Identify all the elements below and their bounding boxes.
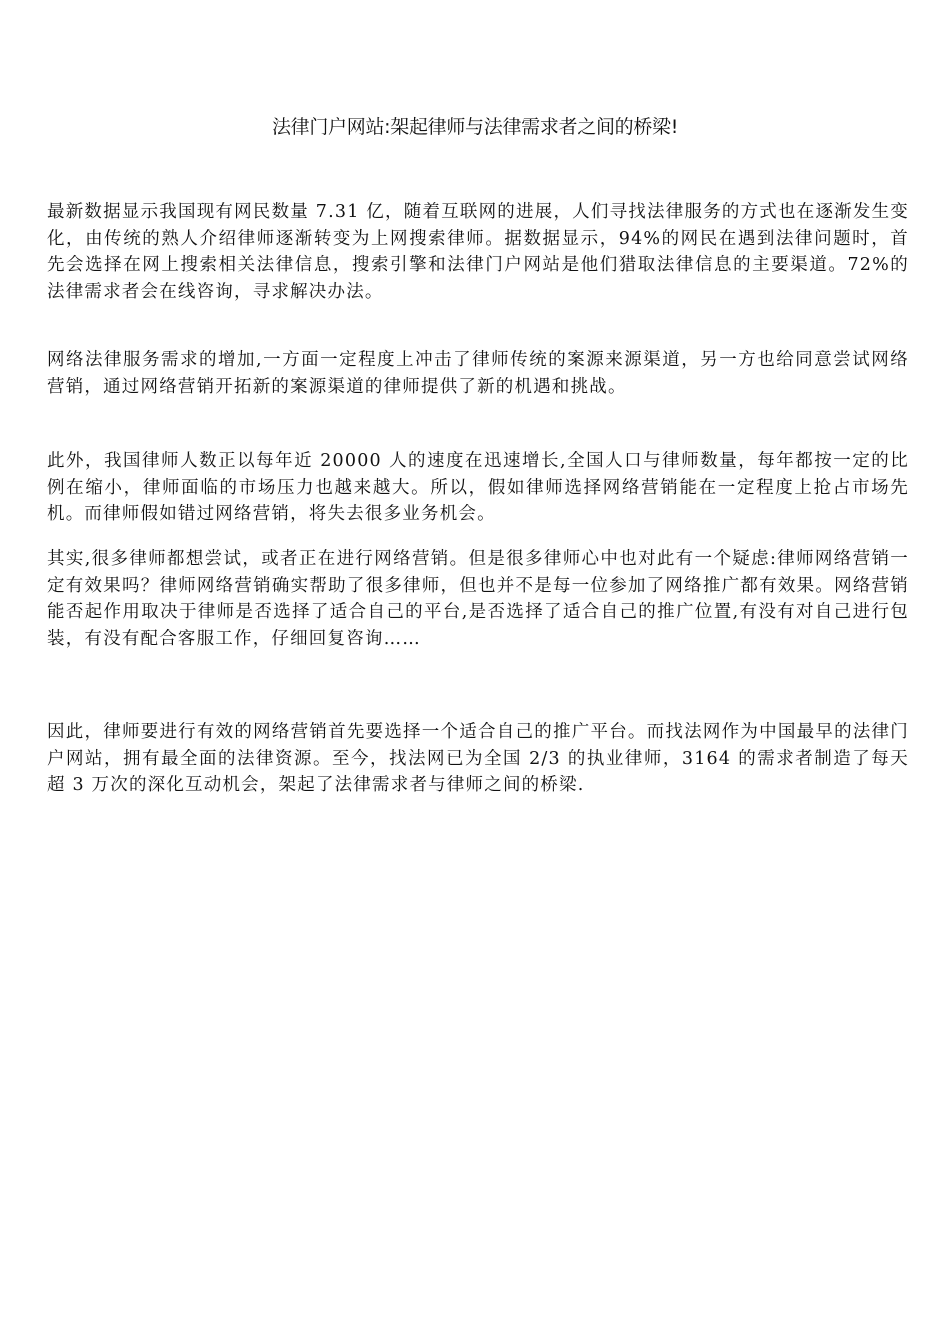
document-title: 法律门户网站:架起律师与法律需求者之间的桥梁!: [271, 116, 679, 138]
paragraph-netizen-statistics: 最新数据显示我国现有网民数量 7.31 亿，随着互联网的进展，人们寻找法律服务的方式也在逐渐发生变化，由传统的熟人介绍律师逐渐转变为上网搜索律师。据数据显示，94%的网民在遇到法律问题时，首先会选择在网上搜索相关法律信息，搜索引擎和法律门户网站是他们猎取法律信息的主要渠道。72%的法律需求者会在线咨询，寻求解决办法。: [47, 202, 909, 302]
paragraph-conclusion: 因此，律师要进行有效的网络营销首先要选择一个适合自己的推广平台。而找法网作为中国最早的法律门户网站，拥有最全面的法律资源。至今，找法网已为全国 2/3 的执业律师，3164 的需求者制造了每天超 3 万次的深化互动机会，架起了法律需求者与律师之间的桥梁.: [47, 722, 909, 795]
paragraph-marketing-doubts: 其实,很多律师都想尝试，或者正在进行网络营销。但是很多律师心中也对此有一个疑虑:律师网络营销一定有效果吗？律师网络营销确实帮助了很多律师，但也并不是每一位参加了网络推广都有效果。网络营销能否起作用取决于律师是否选择了适合自己的平台,是否选择了适合自己的推广位置,有没有对自己进行包装，有没有配合客服工作，仔细回复咨询……: [47, 549, 909, 649]
paragraph-online-demand: 网络法律服务需求的增加,一方面一定程度上冲击了律师传统的案源来源渠道，另一方也给同意尝试网络营销，通过网络营销开拓新的案源渠道的律师提供了新的机遇和挑战。: [47, 350, 909, 397]
paragraph-lawyer-growth: 此外，我国律师人数正以每年近 20000 人的速度在迅速增长,全国人口与律师数量，每年都按一定的比例在缩小，律师面临的市场压力也越来越大。所以，假如律师选择网络营销能在一定程度上抢占市场先机。而律师假如错过网络营销，将失去很多业务机会。: [47, 451, 909, 524]
